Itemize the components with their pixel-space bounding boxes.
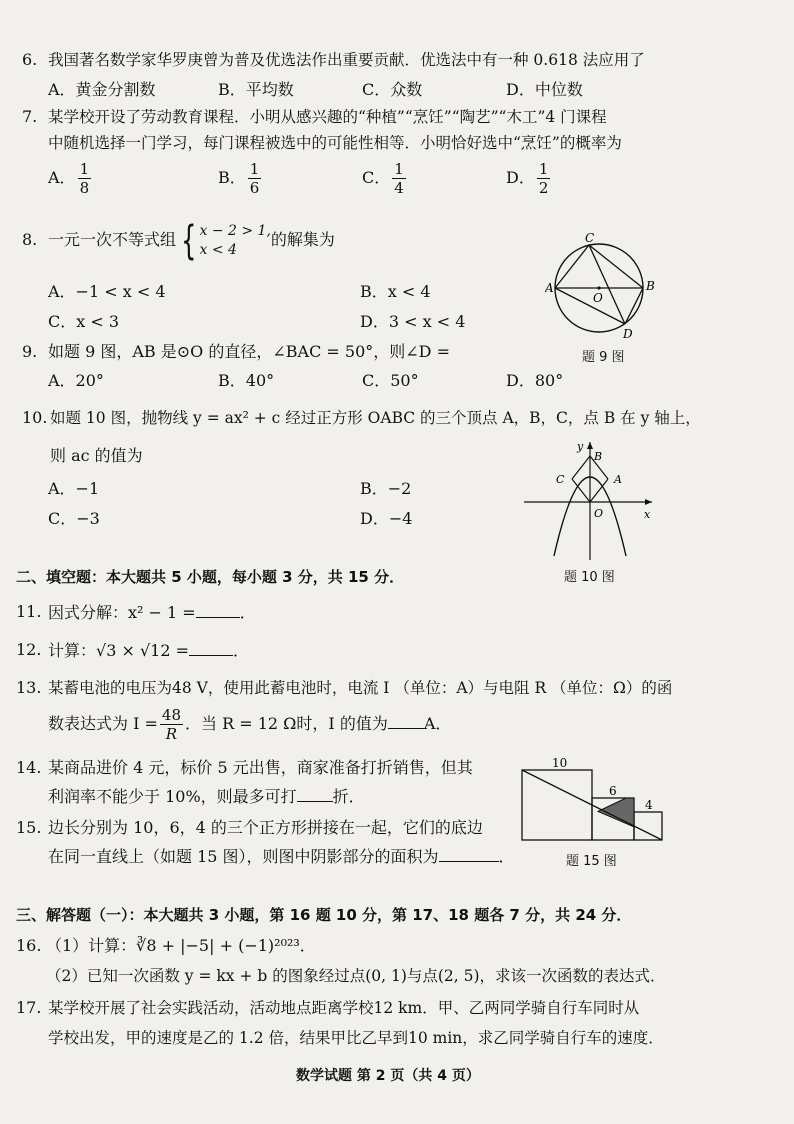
q8-option-d: D．3 < x < 4 [360,312,466,331]
q7-option-c: C． $\frac{1}{4}$ [362,160,404,197]
q10-number: 10. [22,408,48,427]
q8-option-c: C．x < 3 [48,312,120,331]
q14-answer-blank[interactable] [297,786,333,802]
q9-option-a: A．20° [48,371,104,390]
figure-15-caption: 题 15 图 [566,854,617,869]
figure-9-circle [545,232,665,344]
q14-line1: 某商品进价 4 元，标价 5 元出售，商家准备打折销售，但其 [48,758,473,777]
square-10 [522,770,592,840]
label-o: O [593,291,603,305]
inequality-system: { x − 2 > 1, x < 4 [181,217,271,264]
q9-option-d: D．80° [506,371,564,390]
figure-9-caption: 题 9 图 [582,350,625,365]
q13-line2: 数表达式为 I = $\frac{48}{R}$ ．当 R = 12 Ω时，I 的值为 A． [48,706,452,743]
q9-option-b: B．40° [218,371,275,390]
q17-number: 17. [16,998,42,1017]
section-3-heading: 三、解答题（一）：本大题共 3 小题，第 16 题 10 分，第 17、18 题各 7 分，共 24 分． [16,906,632,924]
q15-number: 15. [16,818,42,837]
q11-number: 11. [16,602,42,621]
q16-part1: （1）计算：∛8 + |−5| + (−1)²⁰²³． [46,936,316,955]
q16-number: 16. [16,936,42,955]
q8-option-a: A．−1 < x < 4 [48,282,166,301]
figure-10-parabola [518,436,658,564]
q6-option-d: D．中位数 [506,80,583,99]
q13-number: 13. [16,678,42,697]
page-footer: 数学试题 第 2 页（共 4 页） [296,1068,480,1084]
q10-line1: 如题 10 图，抛物线 y = ax² + c 经过正方形 OABC 的三个顶点 A，B，C，点 B 在 y 轴上， [50,409,701,427]
label-c: C [556,473,565,486]
q9-number: 9. [22,342,38,361]
q11-text: 因式分解：x² − 1 = ． [48,603,256,622]
label-b: B [646,279,655,293]
q12-answer-blank[interactable] [189,640,233,656]
q7-option-b: B． $\frac{1}{6}$ [218,160,260,197]
label-a: A [614,473,622,486]
label-a: A [545,281,554,295]
q6-text: 我国著名数学家华罗庚曾为普及优选法作出重要贡献．优选法中有一种 0.618 法应用了 [48,51,645,69]
q16-part2: （2）已知一次函数 y = kx + b 的图象经过点(0, 1)与点(2, 5)，求该一次函数的表达式． [46,967,666,985]
label-10: 10 [552,756,568,770]
q14-line2: 利润率不能少于 10%，则最多可打 折． [48,787,365,806]
q13-line1: 某蓄电池的电压为48 V，使用此蓄电池时，电流 I （单位：A）与电阻 R （单位：Ω）的函 [48,679,673,697]
q7-number: 7. [22,107,38,126]
label-4: 4 [645,798,653,812]
q10-line2: 则 ac 的值为 [50,446,143,465]
label-x: x [644,508,651,521]
q10-option-d: D．−4 [360,509,413,528]
q7-line2: 中随机选择一门学习，每门课程被选中的可能性相等．小明恰好选中“烹饪”的概率为 [48,134,622,152]
shaded-region [598,798,634,827]
q12-text: 计算：√3 × √12 = ． [48,641,250,660]
q8-text: 一元一次不等式组 { x − 2 > 1, x < 4 的解集为 [48,217,335,264]
section-2-heading: 二、填空题：本大题共 5 小题，每小题 3 分，共 15 分． [16,568,405,586]
q13-answer-blank[interactable] [388,713,424,729]
q10-option-b: B．−2 [360,479,412,498]
q6-option-c: C．众数 [362,80,423,99]
q12-number: 12. [16,640,42,659]
q15-line2: 在同一直线上（如题 15 图），则图中阴影部分的面积为 ． [48,847,515,866]
q6-option-a: A．黄金分割数 [48,80,156,99]
label-6: 6 [609,784,617,798]
q9-option-c: C．50° [362,371,419,390]
q17-line2: 学校出发，甲的速度是乙的 1.2 倍，结果甲比乙早到10 min，求乙同学骑自行车的速度． [48,1029,664,1047]
q7-option-d: D． $\frac{1}{2}$ [506,160,549,197]
square-4 [634,812,662,840]
figure-10-caption: 题 10 图 [564,570,615,585]
q10-option-c: C．−3 [48,509,100,528]
label-d: D [623,327,633,341]
label-b: B [594,450,603,463]
q10-option-a: A．−1 [48,479,100,498]
q15-answer-blank[interactable] [439,846,499,862]
q6-option-b: B．平均数 [218,80,294,99]
q6-number: 6. [22,50,38,69]
figure-15-squares [516,756,666,848]
q11-answer-blank[interactable] [196,602,240,618]
q8-option-b: B．x < 4 [360,282,431,301]
q7-option-a: A． $\frac{1}{8}$ [48,160,90,197]
label-c: C [585,232,595,245]
q15-line1: 边长分别为 10，6，4 的三个正方形拼接在一起，它们的底边 [48,818,483,837]
label-o: O [594,507,604,520]
q14-number: 14. [16,758,42,777]
q17-line1: 某学校开展了社会实践活动，活动地点距离学校12 km．甲、乙两同学骑自行车同时从 [48,999,640,1017]
q9-text: 如题 9 图，AB 是⊙O 的直径，∠BAC = 50°，则∠D = [48,342,450,361]
label-y: y [577,440,584,453]
q8-number: 8. [22,230,38,249]
q7-line1: 某学校开设了劳动教育课程．小明从感兴趣的“种植”“烹饪”“陶艺”“木工”4 门课程 [48,108,607,126]
